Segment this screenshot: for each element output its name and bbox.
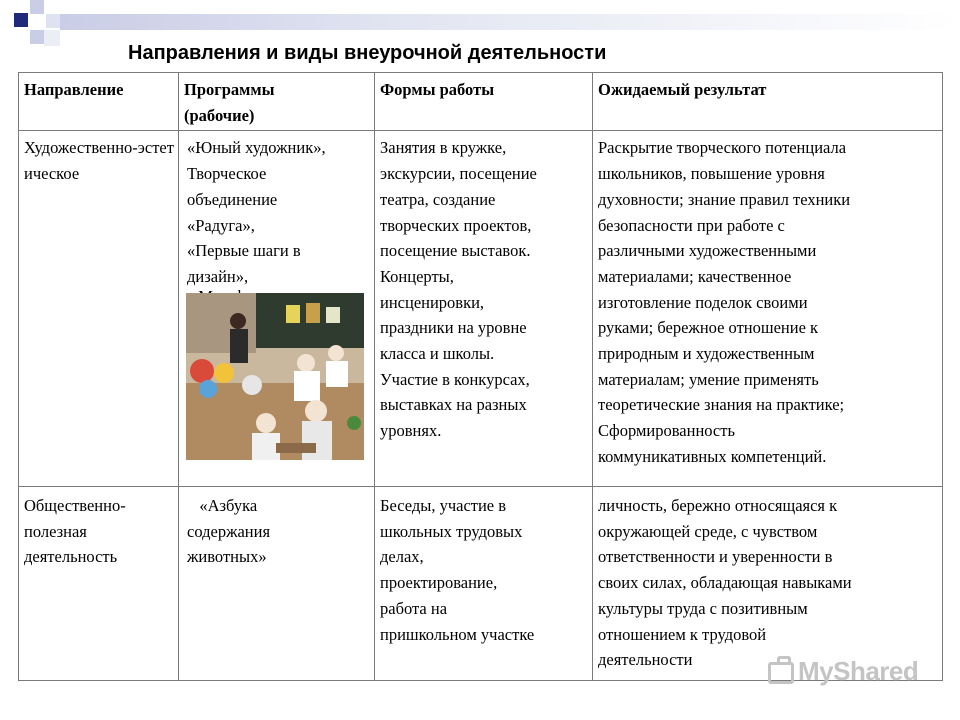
decor-square	[46, 14, 60, 28]
decor-square	[30, 30, 44, 44]
header-result: Ожидаемый результат	[593, 73, 943, 131]
activities-table	[18, 72, 943, 487]
row1-direction: Художественно-эстетическое	[19, 131, 179, 487]
decor-square	[30, 0, 44, 14]
header-forms: Формы работы	[375, 73, 593, 131]
decor-square	[14, 13, 28, 27]
page-title: Направления и виды внеурочной деятельности	[128, 42, 607, 64]
row2-forms: Беседы, участие в школьных трудовых делах, проектирование, работа на пришкольном участке	[375, 487, 593, 681]
row2-programs: «Азбука содержания животных»	[179, 487, 375, 681]
row1-programs: «Юный художник», Творческое объединение «Радуга», «Первые шаги в дизайн»,	[179, 131, 375, 487]
row2-result: личность, бережно относящаяся к окружающей среде, с чувством ответственности и уверенности в своих силах, обладающая навыками культуры труда с позитивным отношением к трудовой деятельности	[593, 487, 943, 681]
header-row	[19, 73, 943, 131]
table-row	[19, 487, 943, 681]
table-row	[19, 131, 943, 487]
row1-forms: Занятия в кружке, экскурсии, посещение театра, создание творческих проектов, посещение выставок. Концерты, инсценировки, праздники на уровне класса и школы. Участие в конкурсах, выставках на разных уровнях.	[375, 131, 593, 487]
presentation-icon	[768, 662, 794, 684]
header-programs: Программы (рабочие)	[179, 73, 375, 131]
header-direction: Направление	[19, 73, 179, 131]
classroom-photo	[186, 293, 364, 460]
decor-bar	[60, 14, 960, 30]
decor-square	[44, 30, 60, 46]
activities-table-2	[18, 486, 943, 681]
watermark: MyShared	[768, 656, 918, 687]
row1-result: Раскрытие творческого потенциала школьников, повышение уровня духовности; знание правил техники безопасности при работе с различными художественными материалами; качественное изготовление поделок своими руками; бережное отношение к природным и художественным материалам; умение применять теоретические знания на практике; Сформированность коммуникативных компетенций.	[593, 131, 943, 487]
row2-direction: Общественно- полезная деятельность	[19, 487, 179, 681]
